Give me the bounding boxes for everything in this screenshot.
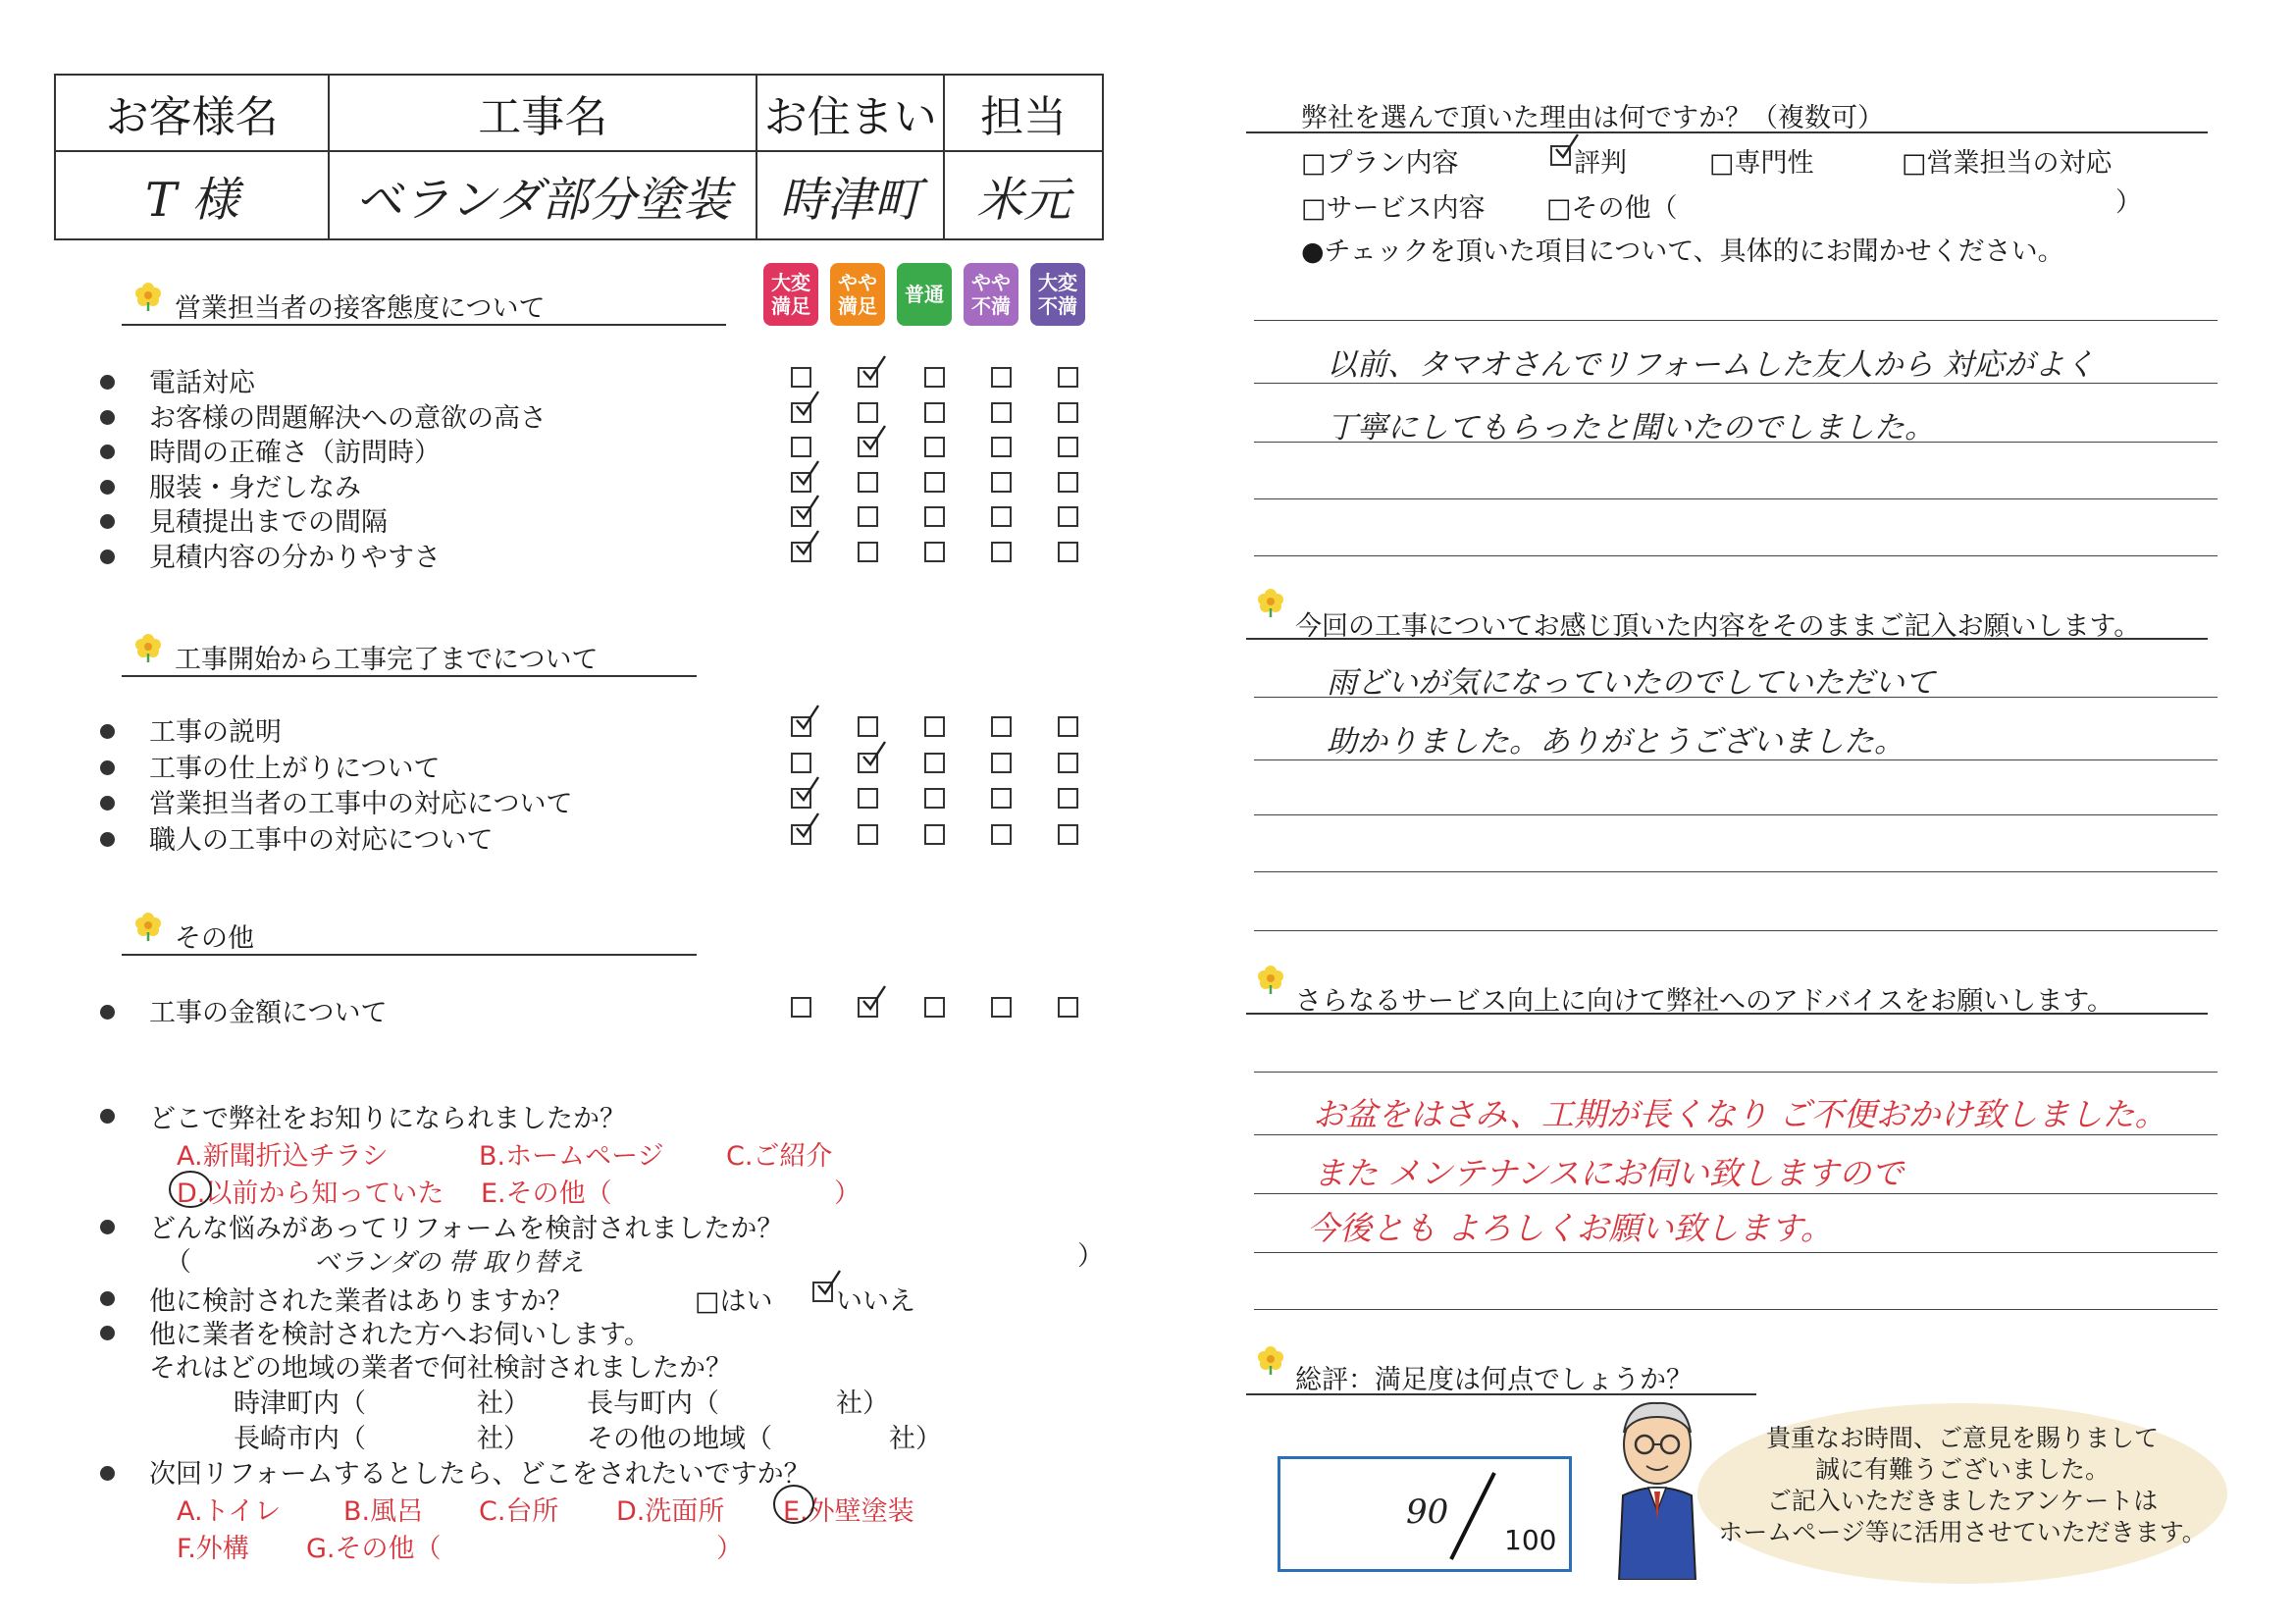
header-staff-label: 担当 xyxy=(944,75,1103,151)
rating-checkbox[interactable] xyxy=(791,437,811,457)
header-staff-value: 米元 xyxy=(944,151,1103,239)
rating-checkbox[interactable] xyxy=(924,437,945,457)
advice-answer-line-3: 今後とも よろしくお願い致します。 xyxy=(1307,1209,1833,1247)
rating-legend-badge xyxy=(763,263,818,326)
rating-item-label: 見積内容の分かりやすさ xyxy=(149,542,441,573)
reason-option-reputation[interactable]: 評判 xyxy=(1574,148,1627,179)
region-question-2: それはどの地域の業者で何社検討されましたか？ xyxy=(149,1353,732,1384)
reason-title-underline xyxy=(1246,131,2208,133)
rating-legend-badge xyxy=(897,263,952,326)
rating-checkbox[interactable] xyxy=(1058,753,1078,773)
how-know-question: どこで弊社をお知りになられましたか？ xyxy=(149,1104,626,1134)
rating-legend-top: やや xyxy=(838,271,877,294)
next-option-g-close: ） xyxy=(716,1534,743,1564)
rating-item-label: 工事の仕上がりについて xyxy=(149,753,441,784)
section-title: 工事開始から工事完了までについて xyxy=(175,645,599,675)
reason-option-sales-rep[interactable]: □営業担当の対応 xyxy=(1902,148,2113,179)
region-nagayo-end: 社） xyxy=(836,1388,889,1419)
section-underline xyxy=(122,954,697,956)
rating-legend-top: やや xyxy=(971,271,1011,294)
bullet-icon xyxy=(100,1109,115,1124)
rating-checkbox[interactable] xyxy=(924,402,945,423)
rating-item-label: お客様の問題解決への意欲の高さ xyxy=(149,402,547,434)
check-mark-icon xyxy=(795,389,820,418)
flower-icon xyxy=(1254,1342,1287,1376)
answer-line xyxy=(1254,930,2218,931)
advice-answer-line-1: お盆をはさみ、工期が長くなり ご不便おかけ致しました。 xyxy=(1313,1095,2167,1133)
impression-answer-line-2: 助かりました。ありがとうございました。 xyxy=(1327,724,1905,759)
answer-line xyxy=(1254,697,2218,698)
rating-legend-bottom: 満足 xyxy=(771,294,810,318)
thanks-line-4: ホームページ等に活用させていただきます。 xyxy=(1718,1518,2207,1546)
region-tokitsu: 時津町内（ xyxy=(234,1388,366,1419)
next-option-b[interactable]: B.風呂 xyxy=(343,1496,424,1527)
rating-checkbox[interactable] xyxy=(991,997,1012,1018)
thanks-line-1: 貴重なお時間、ご意見を賜りまして xyxy=(1765,1424,2159,1452)
reason-option-other-close: ） xyxy=(2115,187,2142,218)
worry-open: （ xyxy=(165,1247,191,1278)
answer-line xyxy=(1254,498,2218,499)
check-mark-icon xyxy=(861,423,887,452)
rating-checkbox[interactable] xyxy=(1058,437,1078,457)
advice-title: さらなるサービス向上に向けて弊社へのアドバイスをお願いします。 xyxy=(1295,986,2114,1017)
other-vendor-yes[interactable]: □はい xyxy=(695,1286,773,1317)
rating-checkbox[interactable] xyxy=(924,506,945,527)
bullet-icon xyxy=(100,1291,115,1306)
worry-answer: ベランダの 帯 取り替え xyxy=(314,1248,585,1278)
rating-checkbox[interactable] xyxy=(1058,472,1078,493)
how-know-option-a[interactable]: A.新聞折込チラシ xyxy=(177,1141,389,1172)
score-max: 100 xyxy=(1504,1524,1557,1556)
rating-checkbox[interactable] xyxy=(858,542,878,562)
region-other: その他の地域（ xyxy=(587,1424,772,1454)
rating-legend-top: 大変 xyxy=(771,271,810,294)
bullet-icon xyxy=(100,724,115,739)
check-mark-icon xyxy=(795,458,820,488)
thanks-line-2: 誠に有難うございました。 xyxy=(1814,1455,2110,1484)
check-mark-icon xyxy=(795,703,820,732)
rating-checkbox[interactable] xyxy=(991,824,1012,845)
worry-question: どんな悩みがあってリフォームを検討されましたか？ xyxy=(149,1214,784,1244)
answer-line xyxy=(1254,871,2218,872)
bullet-icon xyxy=(100,410,115,425)
region-other-end: 社） xyxy=(889,1424,942,1454)
rating-checkbox[interactable] xyxy=(1058,367,1078,388)
score-value: 90 xyxy=(1406,1492,1449,1532)
next-option-c[interactable]: C.台所 xyxy=(479,1496,559,1527)
bullet-icon xyxy=(100,832,115,847)
flower-icon xyxy=(1254,962,1287,995)
impression-answer-line-1: 雨どいが気になっていたのでしていただいて xyxy=(1327,665,1935,701)
rating-legend-badge xyxy=(1030,263,1085,326)
header-table xyxy=(54,74,1104,240)
other-vendor-question: 他に検討された業者はありますか？ xyxy=(149,1286,573,1317)
reason-answer-line-1: 以前、タマオさんでリフォームした友人から 対応がよく xyxy=(1327,347,2096,383)
rating-checkbox[interactable] xyxy=(924,788,945,809)
thanks-line-3: ご記入いただきましたアンケートは xyxy=(1766,1487,2159,1515)
rating-legend-bottom: 満足 xyxy=(838,294,877,318)
impression-title-underline xyxy=(1246,638,2208,640)
rating-checkbox[interactable] xyxy=(858,788,878,809)
rating-item-label: 工事の説明 xyxy=(149,717,282,748)
rating-checkbox[interactable] xyxy=(924,716,945,737)
rating-checkbox[interactable] xyxy=(924,824,945,845)
rating-checkbox[interactable] xyxy=(991,753,1012,773)
rating-checkbox[interactable] xyxy=(991,506,1012,527)
rating-item-label: 工事の金額について xyxy=(149,998,388,1028)
reason-title: 弊社を選んで頂いた理由は何ですか？（複数可） xyxy=(1301,103,1884,133)
bullet-icon xyxy=(100,1220,115,1234)
answer-line xyxy=(1254,814,2218,815)
how-know-option-e-close: ） xyxy=(834,1178,861,1209)
next-option-f[interactable]: F.外構 xyxy=(177,1534,249,1564)
slash-icon xyxy=(1443,1469,1502,1563)
section-title: その他 xyxy=(175,923,254,954)
how-know-option-b[interactable]: B.ホームページ xyxy=(479,1141,664,1172)
bullet-icon xyxy=(100,514,115,529)
bullet-icon xyxy=(100,1326,115,1340)
answer-line xyxy=(1254,1193,2218,1194)
advice-answer-line-2: また メンテナンスにお伺い致しますので xyxy=(1313,1154,1904,1192)
rating-checkbox[interactable] xyxy=(858,402,878,423)
bullet-icon xyxy=(100,445,115,459)
rating-checkbox[interactable] xyxy=(991,437,1012,457)
circle-mark-icon xyxy=(771,1482,816,1527)
rating-checkbox[interactable] xyxy=(924,472,945,493)
circle-mark-icon xyxy=(167,1168,214,1211)
reason-option-other[interactable]: □その他（ xyxy=(1546,193,1678,224)
bullet-icon xyxy=(100,796,115,811)
impression-title: 今回の工事についてお感じ頂いた内容をそのままご記入お願いします。 xyxy=(1295,611,2141,642)
answer-line xyxy=(1254,1309,2218,1310)
rating-checkbox[interactable] xyxy=(1058,716,1078,737)
bullet-icon xyxy=(100,1466,115,1481)
flower-icon xyxy=(131,909,165,942)
rating-checkbox[interactable] xyxy=(791,997,811,1018)
other-vendor-no[interactable]: いいえ xyxy=(836,1286,915,1317)
rating-checkbox[interactable] xyxy=(858,716,878,737)
bullet-icon xyxy=(100,760,115,775)
region-tokitsu-end: 社） xyxy=(477,1388,530,1419)
reason-answer-line-2: 丁寧にしてもらったと聞いたのでしました。 xyxy=(1327,410,1935,445)
rating-legend-top: 普通 xyxy=(905,283,944,306)
rating-checkbox[interactable] xyxy=(1058,997,1078,1018)
rating-checkbox[interactable] xyxy=(1058,402,1078,423)
rating-legend-badge xyxy=(964,263,1018,326)
rating-checkbox[interactable] xyxy=(858,506,878,527)
answer-line xyxy=(1254,1252,2218,1253)
rating-checkbox[interactable] xyxy=(1058,542,1078,562)
reason-option-service[interactable]: □サービス内容 xyxy=(1301,193,1486,224)
header-customer-label: お客様名 xyxy=(55,75,329,151)
rating-checkbox[interactable] xyxy=(1058,824,1078,845)
section-underline xyxy=(122,324,726,326)
region-nagasaki-end: 社） xyxy=(477,1424,530,1454)
reason-option-plan[interactable]: □プラン内容 xyxy=(1301,148,1459,179)
rating-checkbox[interactable] xyxy=(991,542,1012,562)
rating-item-label: 営業担当者の工事中の対応について xyxy=(149,789,573,819)
region-nagasaki: 長崎市内（ xyxy=(234,1424,366,1454)
rating-checkbox[interactable] xyxy=(924,753,945,773)
rating-checkbox[interactable] xyxy=(991,472,1012,493)
section-underline xyxy=(122,675,697,677)
header-location-label: お住まい xyxy=(757,75,944,151)
rating-item-label: 電話対応 xyxy=(149,368,255,398)
rating-item-label: 職人の工事中の対応について xyxy=(149,824,494,856)
reason-detail-prompt: ●チェックを頂いた項目について、具体的にお聞かせください。 xyxy=(1301,236,2064,267)
rating-checkbox[interactable] xyxy=(858,472,878,493)
flower-icon xyxy=(1254,585,1287,618)
how-know-option-e[interactable]: E.その他（ xyxy=(481,1178,612,1209)
rating-checkbox[interactable] xyxy=(924,542,945,562)
answer-line xyxy=(1254,1134,2218,1135)
rating-checkbox[interactable] xyxy=(991,788,1012,809)
bullet-icon xyxy=(100,480,115,495)
next-option-g[interactable]: G.その他（ xyxy=(306,1534,442,1564)
check-mark-icon xyxy=(795,811,820,840)
next-option-d[interactable]: D.洗面所 xyxy=(616,1496,725,1527)
answer-line xyxy=(1254,759,2218,760)
rating-checkbox[interactable] xyxy=(991,367,1012,388)
rating-checkbox[interactable] xyxy=(1058,506,1078,527)
flower-icon xyxy=(131,630,165,663)
score-box xyxy=(1278,1456,1572,1572)
rating-checkbox[interactable] xyxy=(791,753,811,773)
next-option-a[interactable]: A.トイレ xyxy=(177,1496,282,1527)
answer-line xyxy=(1254,1072,2218,1073)
rating-item-label: 時間の正確さ（訪問時） xyxy=(149,438,441,468)
answer-line xyxy=(1254,383,2218,384)
rating-legend-top: 大変 xyxy=(1038,271,1077,294)
rating-checkbox[interactable] xyxy=(991,716,1012,737)
check-mark-icon xyxy=(861,983,887,1013)
how-know-option-c[interactable]: C.ご紹介 xyxy=(726,1141,833,1172)
check-mark-icon xyxy=(861,353,887,383)
how-know-option-d[interactable]: D.以前から知っていた xyxy=(177,1178,444,1209)
rating-item-label: 服装・身だしなみ xyxy=(149,472,361,503)
next-option-e[interactable]: E.外壁塗装 xyxy=(783,1496,914,1527)
worry-close: ） xyxy=(1077,1241,1104,1272)
header-project-label: 工事名 xyxy=(329,75,757,151)
advice-title-underline xyxy=(1246,1013,2208,1015)
region-question-1: 他に業者を検討された方へお伺いします。 xyxy=(149,1320,651,1350)
rating-checkbox[interactable] xyxy=(924,997,945,1018)
reason-option-expertise[interactable]: □専門性 xyxy=(1709,148,1814,179)
rating-legend-bottom: 不満 xyxy=(1038,294,1077,318)
answer-line xyxy=(1254,442,2218,443)
header-customer-value: T 様 xyxy=(55,151,329,239)
rating-legend-badge xyxy=(830,263,885,326)
check-mark-icon xyxy=(795,528,820,557)
check-mark-icon xyxy=(861,739,887,768)
rating-legend-bottom: 不満 xyxy=(971,294,1011,318)
thanks-message xyxy=(1688,1423,2237,1548)
rating-item-label: 見積提出までの間隔 xyxy=(149,507,388,538)
rating-checkbox[interactable] xyxy=(1058,788,1078,809)
bullet-icon xyxy=(100,375,115,390)
flower-icon xyxy=(131,279,165,312)
bullet-icon xyxy=(100,1005,115,1020)
header-project-value: ベランダ部分塗装 xyxy=(329,151,757,239)
score-title: 総評：満足度は何点でしょうか？ xyxy=(1295,1365,1693,1395)
answer-line xyxy=(1254,555,2218,556)
rating-checkbox[interactable] xyxy=(791,367,811,388)
rating-checkbox[interactable] xyxy=(924,367,945,388)
rating-checkbox[interactable] xyxy=(991,402,1012,423)
answer-line xyxy=(1254,320,2218,321)
check-mark-icon xyxy=(795,774,820,804)
rating-checkbox[interactable] xyxy=(858,824,878,845)
section-title: 営業担当者の接客態度について xyxy=(175,293,546,324)
region-nagayo: 長与町内（ xyxy=(587,1388,719,1419)
next-reform-question: 次回リフォームするとしたら、どこをされたいですか？ xyxy=(149,1459,810,1490)
bullet-icon xyxy=(100,550,115,564)
header-location-value: 時津町 xyxy=(757,151,944,239)
check-mark-icon xyxy=(795,493,820,522)
